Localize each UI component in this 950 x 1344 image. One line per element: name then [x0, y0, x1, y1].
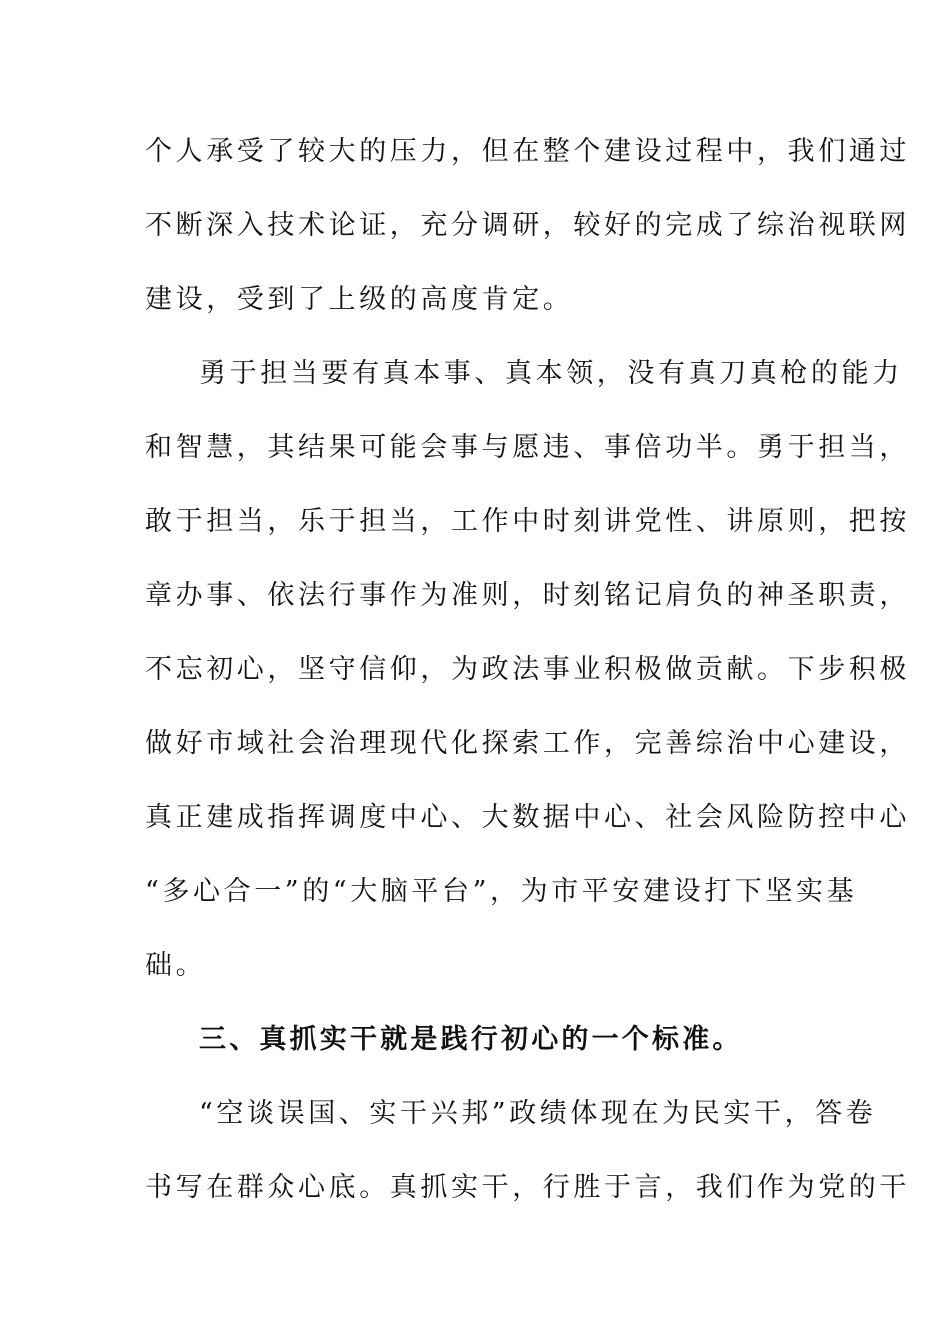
paragraph-line: 不断深入技术论证，充分调研，较好的完成了综治视联网: [145, 210, 910, 241]
paragraph-line: 个人承受了较大的压力，但在整个建设过程中，我们通过: [145, 136, 910, 167]
paragraph-line: 勇于担当要有真本事、真本领，没有真刀真枪的能力: [199, 358, 903, 389]
paragraph-line: “空谈误国、实干兴邦”政绩体现在为民实干，答卷: [199, 1098, 877, 1129]
paragraph-line: 敢于担当，乐于担当，工作中时刻讲党性、讲原则，把按: [145, 506, 910, 537]
paragraph-line: “多心合一”的“大脑平台”，为市平安建设打下坚实基: [145, 876, 858, 907]
paragraph-line: 章办事、依法行事作为准则，时刻铭记肩负的神圣职责，: [145, 580, 910, 611]
paragraph-line: 础。: [145, 950, 207, 981]
paragraph-line: 做好市域社会治理现代化探索工作，完善综治中心建设，: [145, 728, 910, 759]
document-body: [145, 125, 910, 1235]
section-heading: 三、真抓实干就是践行初心的一个标准。: [199, 1024, 743, 1055]
paragraph-line: 书写在群众心底。真抓实干，行胜于言，我们作为党的干: [145, 1172, 910, 1203]
paragraph-line: 不忘初心，坚守信仰，为政法事业积极做贡献。下步积极: [145, 654, 910, 685]
paragraph-line: 真正建成指挥调度中心、大数据中心、社会风险防控中心: [145, 802, 910, 833]
paragraph-line: 建设，受到了上级的高度肯定。: [145, 284, 574, 315]
paragraph-line: 和智慧，其结果可能会事与愿违、事倍功半。勇于担当，: [145, 432, 910, 463]
